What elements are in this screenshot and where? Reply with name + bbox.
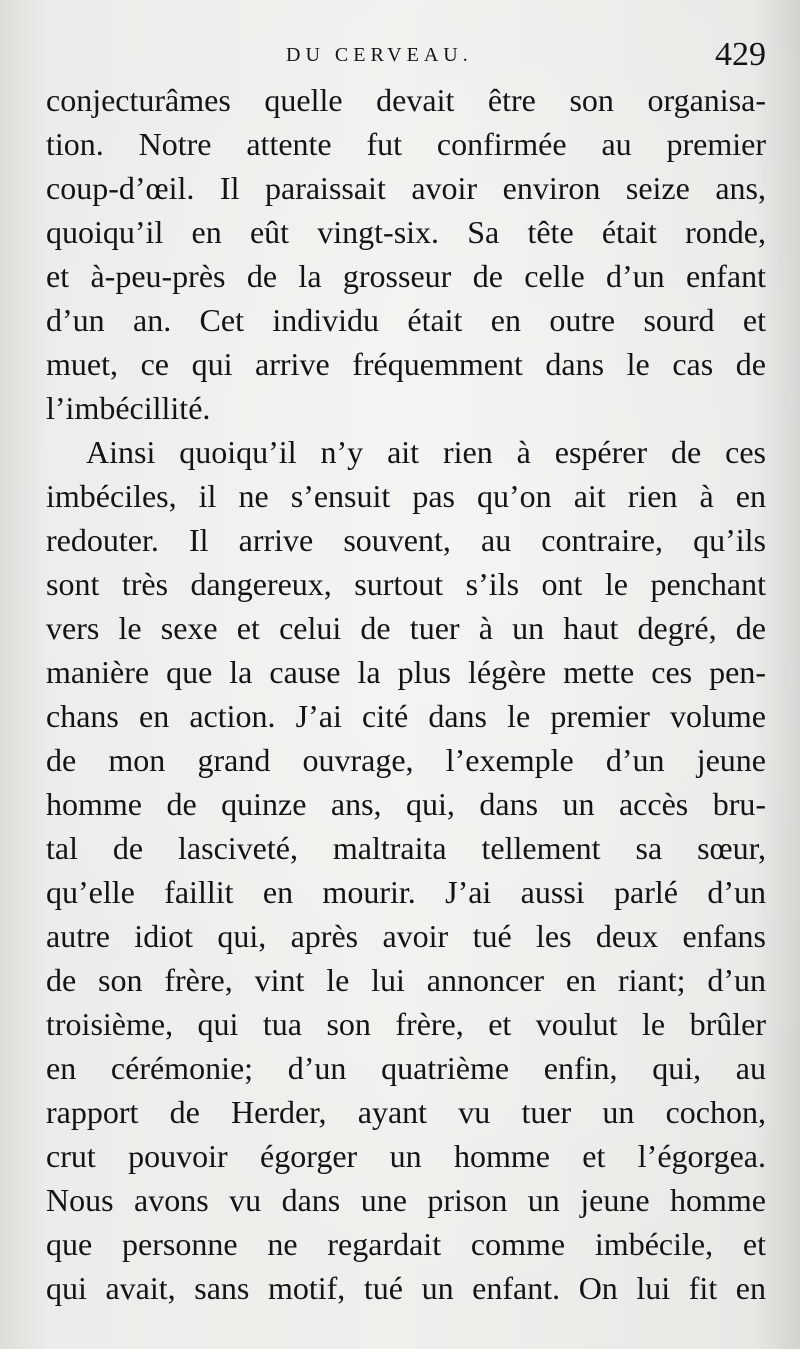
text-line: conjecturâmes quelle devait être son organisa- — [46, 82, 766, 118]
text-line: en cérémonie; d’un quatrième enfin, qui, au — [46, 1050, 766, 1086]
text-line: d’un an. Cet individu était en outre sourd et — [46, 302, 766, 338]
running-head — [0, 36, 800, 80]
text-line: coup-d’œil. Il paraissait avoir environ seize ans, — [46, 170, 766, 206]
text-line: redouter. Il arrive souvent, au contraire, qu’ils — [46, 522, 766, 558]
text-line: de son frère, vint le lui annoncer en riant; d’un — [46, 962, 766, 998]
text-line: que personne ne regardait comme imbécile, et — [46, 1226, 766, 1262]
text-line: autre idiot qui, après avoir tué les deux enfans — [46, 918, 766, 954]
text-line: Ainsi quoiqu’il n’y ait rien à espérer de ces — [86, 434, 766, 470]
text-line: et à-peu-près de la grosseur de celle d’un enfant — [46, 258, 766, 294]
text-line: quoiqu’il en eût vingt-six. Sa tête était ronde, — [46, 214, 766, 250]
text-line: muet, ce qui arrive fréquemment dans le cas de — [46, 346, 766, 382]
text-line: manière que la cause la plus légère mette ces pen- — [46, 654, 766, 690]
text-line: troisième, qui tua son frère, et voulut le brûler — [46, 1006, 766, 1042]
running-head-title: DU CERVEAU. — [286, 44, 473, 66]
text-line: tal de lasciveté, maltraita tellement sa sœur, — [46, 830, 766, 866]
text-line: Nous avons vu dans une prison un jeune homme — [46, 1182, 766, 1218]
text-line: rapport de Herder, ayant vu tuer un cochon, — [46, 1094, 766, 1130]
text-line: qu’elle faillit en mourir. J’ai aussi parlé d’un — [46, 874, 766, 910]
text-line: tion. Notre attente fut confirmée au premier — [46, 126, 766, 162]
text-line: imbéciles, il ne s’ensuit pas qu’on ait rien à en — [46, 478, 766, 514]
text-line: vers le sexe et celui de tuer à un haut degré, de — [46, 610, 766, 646]
text-line: l’imbécillité. — [46, 390, 211, 426]
text-line: sont très dangereux, surtout s’ils ont le penchant — [46, 566, 766, 602]
text-line: qui avait, sans motif, tué un enfant. On lui fit en — [46, 1270, 766, 1306]
text-line: chans en action. J’ai cité dans le premier volume — [46, 698, 766, 734]
page-number: 429 — [715, 36, 766, 73]
text-line: de mon grand ouvrage, l’exemple d’un jeune — [46, 742, 766, 778]
text-line: crut pouvoir égorger un homme et l’égorgea. — [46, 1138, 766, 1174]
body-text — [46, 78, 766, 1310]
text-line: homme de quinze ans, qui, dans un accès bru- — [46, 786, 766, 822]
